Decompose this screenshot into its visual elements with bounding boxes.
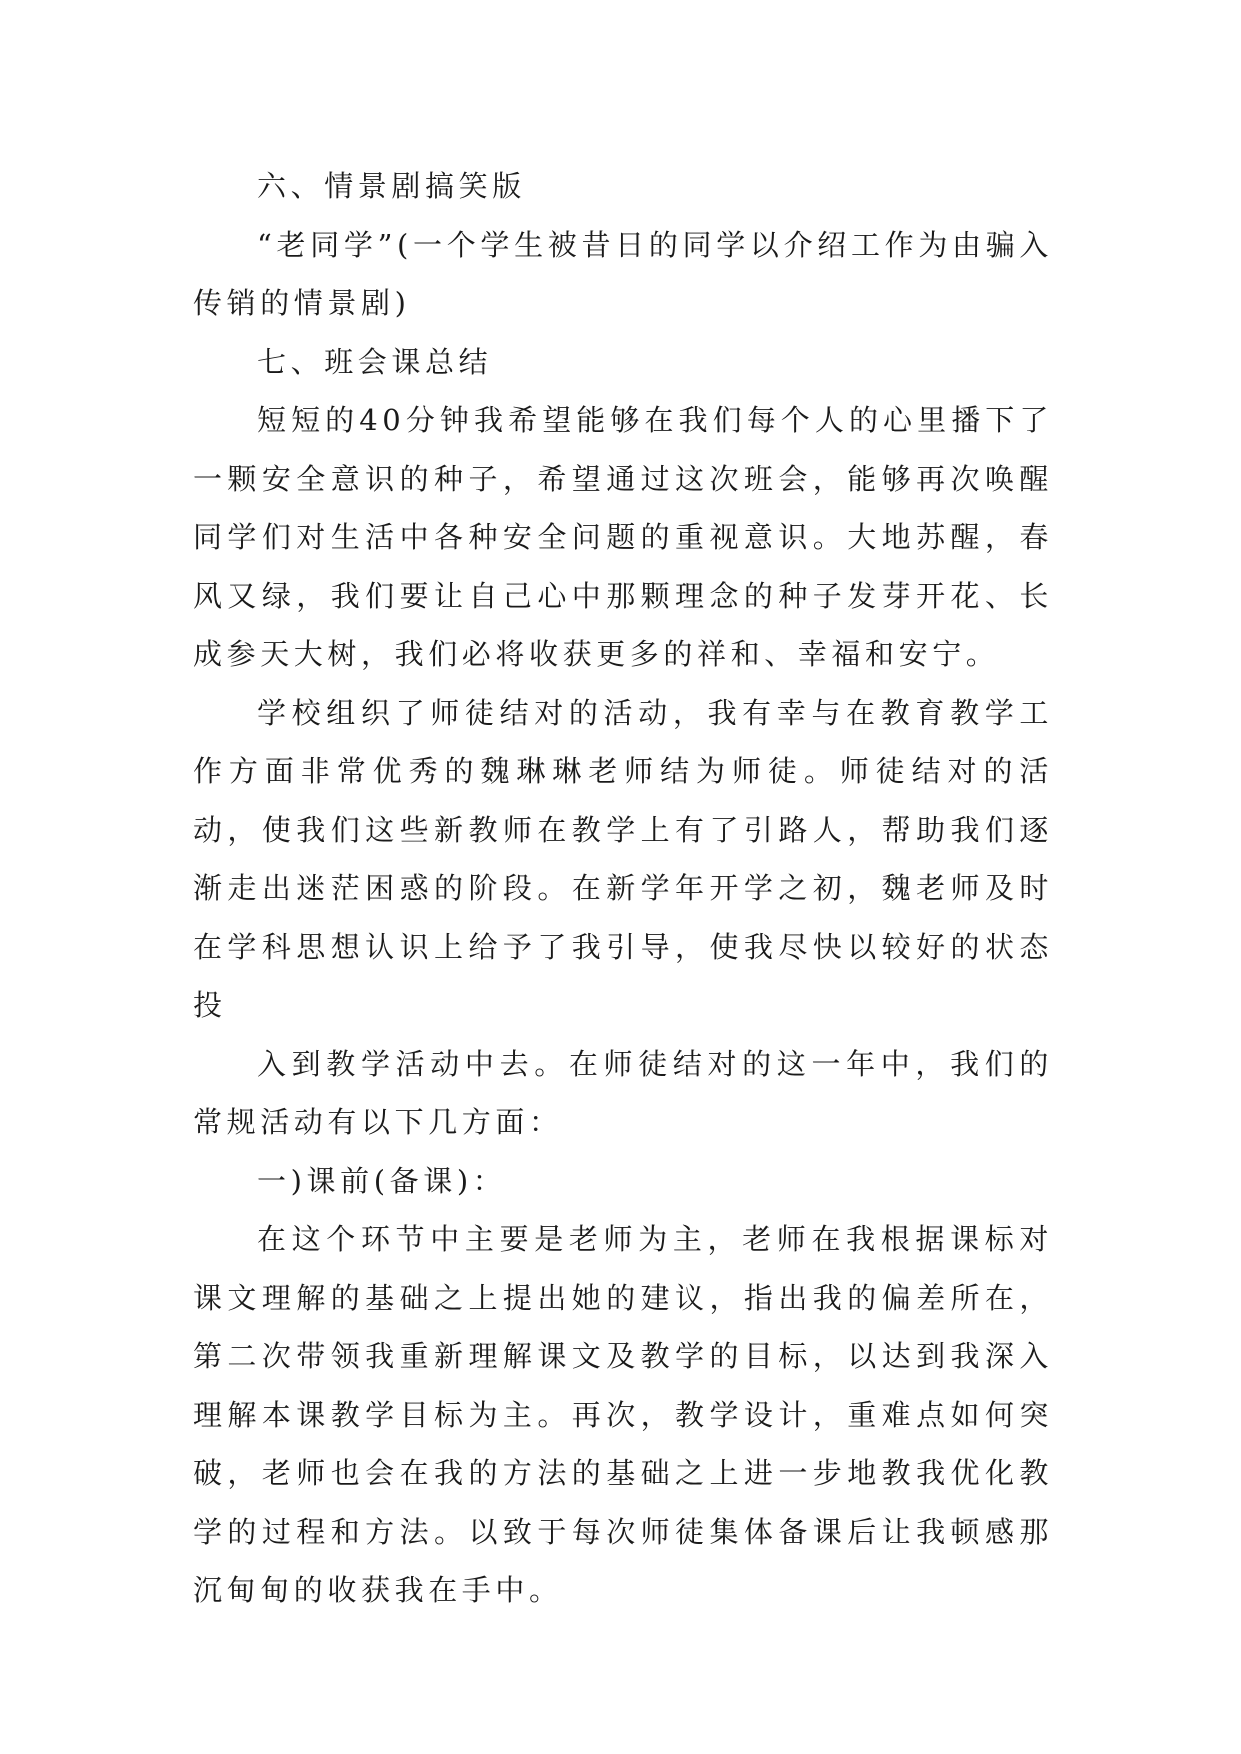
- section-heading-skit: 六、情景剧搞笑版: [257, 169, 526, 203]
- mentorship-paragraph: 学校组织了师徒结对的活动，我有幸与在教育教学工作方面非常优秀的魏琳琳老师结为师徒。师徒结对的活动，使我们这些新教师在教学上有了引路人，帮助我们逐渐走出迷茫困惑的阶段。在新学年开学之初，魏老师及时在学科思想认识上给予了我引导，使我尽快以较好的状态投: [193, 695, 1053, 1022]
- section-heading-summary: 七、班会课总结: [257, 344, 493, 379]
- subsection-heading-lesson-prep: 一)课前(备课)：: [257, 1163, 507, 1198]
- lesson-prep-paragraph: 在这个环节中主要是老师为主，老师在我根据课标对课文理解的基础之上提出她的建议，指出我的偏差所在，第二次带领我重新理解课文及教学的目标，以达到我深入理解本课教学目标为主。再次，教学设计，重难点如何突破，老师也会在我的方法的基础之上进一步地教我优化教学的过程和方法。以致于每次师徒集体备课后让我顿感那沉甸甸的收获我在手中。: [193, 1222, 1053, 1607]
- document-body: [193, 157, 1053, 1620]
- summary-paragraph: 短短的40分钟我希望能够在我们每个人的心里播下了一颗安全意识的种子，希望通过这次班会，能够再次唤醒同学们对生活中各种安全问题的重视意识。大地苏醒，春风又绿，我们要让自己心中那颗理念的种子发芽开花、长成参天大树，我们必将收获更多的祥和、幸福和安宁。: [193, 403, 1053, 671]
- skit-description-paragraph: “老同学”(一个学生被昔日的同学以介绍工作为由骗入传销的情景剧): [193, 227, 1053, 320]
- activities-intro-paragraph: 入到教学活动中去。在师徒结对的这一年中，我们的常规活动有以下几方面：: [193, 1046, 1053, 1139]
